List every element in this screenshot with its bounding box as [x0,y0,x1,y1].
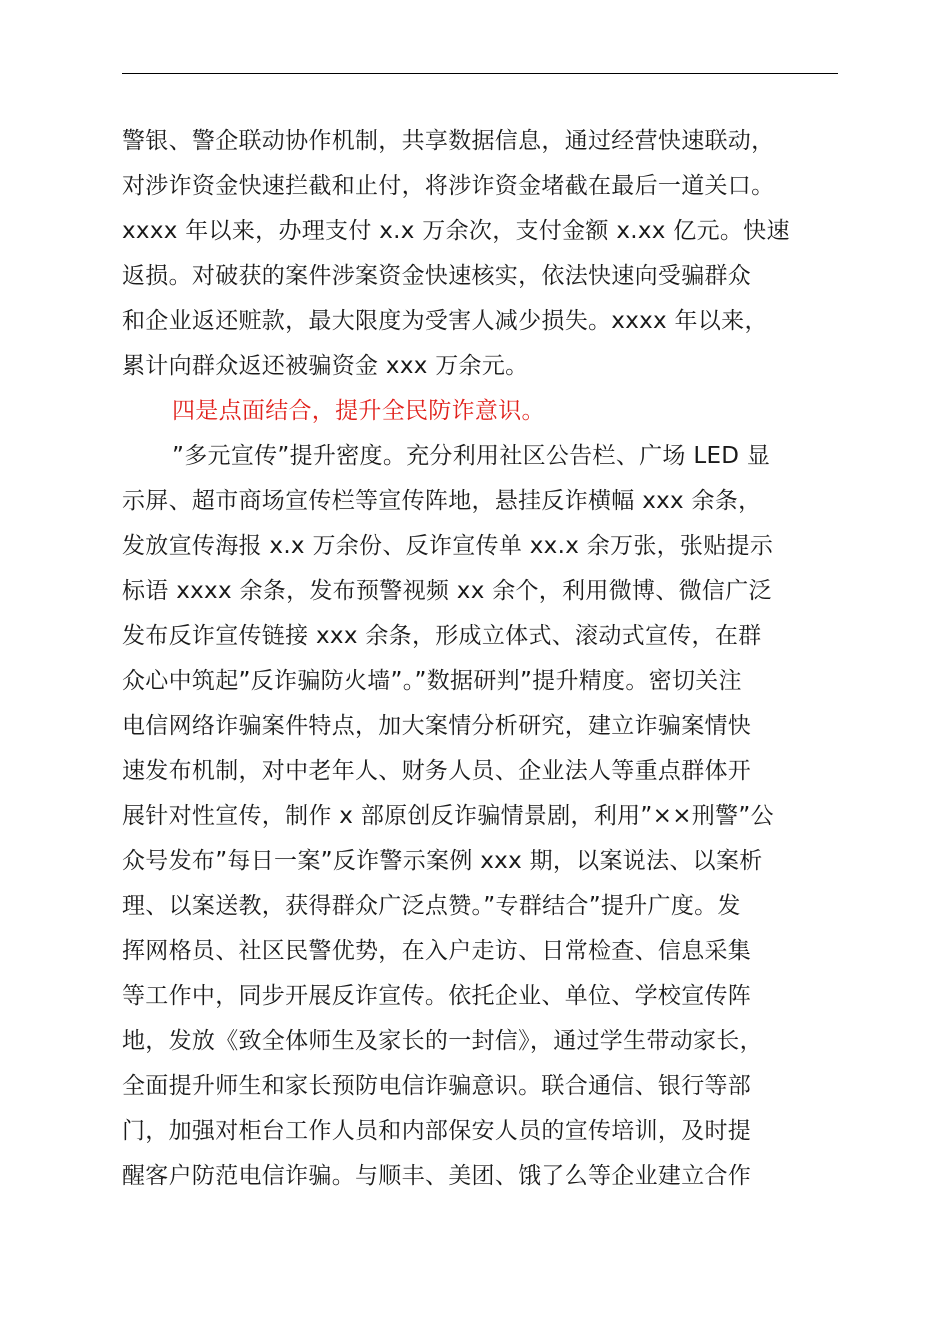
text-line: 发放宣传海报 x.x 万余份、反诈宣传单 xx.x 余万张，张贴提示 [122,533,774,559]
text-line: 等工作中，同步开展反诈宣传。依托企业、单位、学校宣传阵 [122,983,752,1009]
text-line: 挥网格员、社区民警优势，在入户走访、日常检查、信息采集 [122,938,752,964]
text-line: 返损。对破获的案件涉案资金快速核实，依法快速向受骗群众 [122,263,752,289]
section-heading: 四是点面结合，提升全民防诈意识。 [172,398,545,424]
text-line: 电信网络诈骗案件特点，加大案情分析研究，建立诈骗案情快 [122,713,752,739]
text-line: 和企业返还赃款，最大限度为受害人减少损失。xxxx 年以来， [122,308,768,334]
text-line: 地，发放《致全体师生及家长的一封信》，通过学生带动家长， [122,1028,763,1054]
text-line: 理、以案送教，获得群众广泛点赞。”专群结合”提升广度。发 [122,893,741,919]
text-line: 醒客户防范电信诈骗。与顺丰、美团、饿了么等企业建立合作 [122,1163,752,1189]
text-line: 示屏、超市商场宣传栏等宣传阵地，悬挂反诈横幅 xxx 余条， [122,488,762,514]
text-line: 速发布机制，对中老年人、财务人员、企业法人等重点群体开 [122,758,752,784]
text-line: 全面提升师生和家长预防电信诈骗意识。联合通信、银行等部 [122,1073,752,1099]
text-line: 众号发布”每日一案”反诈警示案例 xxx 期，以案说法、以案析 [122,848,763,874]
text-line: 发布反诈宣传链接 xxx 余条，形成立体式、滚动式宣传，在群 [122,623,762,649]
text-line: ”多元宣传”提升密度。充分利用社区公告栏、广场 LED 显 [172,443,771,469]
text-line: 展针对性宣传，制作 x 部原创反诈骗情景剧，利用”××刑警”公 [122,803,774,829]
text-line: 累计向群众返还被骗资金 xxx 万余元。 [122,353,529,379]
text-line: 门，加强对柜台工作人员和内部保安人员的宣传培训，及时提 [122,1118,752,1144]
text-line: 警银、警企联动协作机制，共享数据信息，通过经营快速联动， [122,128,775,154]
header-rule [122,73,838,74]
text-line: 众心中筑起”反诈骗防火墙”。”数据研判”提升精度。密切关注 [122,668,742,694]
text-line: 对涉诈资金快速拦截和止付，将涉诈资金堵截在最后一道关口。 [122,173,775,199]
text-line: xxxx 年以来，办理支付 x.x 万余次，支付金额 x.xx 亿元。快速 [122,218,790,244]
text-line: 标语 xxxx 余条，发布预警视频 xx 余个，利用微博、微信广泛 [122,578,772,604]
